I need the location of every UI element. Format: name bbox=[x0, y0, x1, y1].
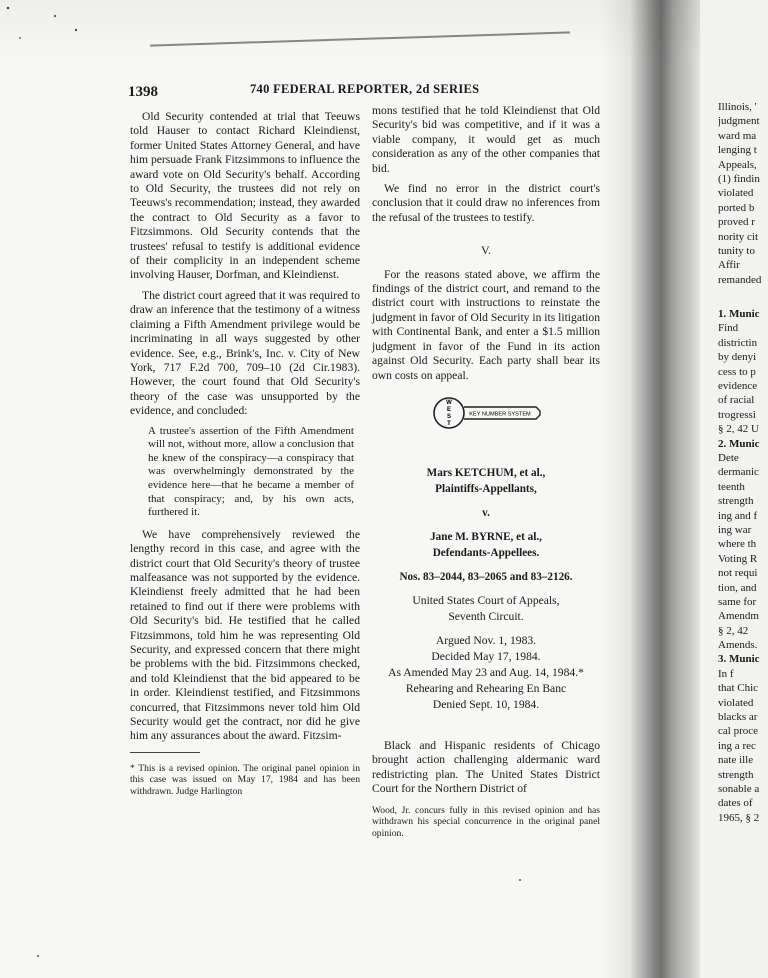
body-paragraph: We have comprehensively reviewed the lengthy record in this case, and agree with the district court that Old Security's theory of trustee malfeasance was not supported by the evidence. Kleindienst freely admitted that he had been retained to find out if there were problems with Old Security's bid. He testified that he called Fitzsimmons, told him he was representing Old Security, and expressed concern that there might be problems with the bid. Fitzsimmons checked, and told Kleindienst that the bid appeared to be in order. Kleindienst testified, and Fitzsimmons concurred, that Fitzsimmons never told him Old Security would get the contract, nor did he give him any assurances about the award. Fitzsim- bbox=[130, 527, 360, 743]
fragment-line: nority cit bbox=[718, 230, 759, 243]
fragment-line: Illinois, ' bbox=[718, 101, 757, 113]
headnote-fragment: 2. Munic bbox=[718, 437, 760, 450]
fragment-line: In f bbox=[718, 667, 734, 680]
fragment-line: § 2, 42 U bbox=[718, 423, 759, 436]
facing-page-text bbox=[718, 100, 768, 825]
conclusion-paragraph: For the reasons stated above, we affirm the findings of the district court, and remand to the district court with instructions to reinstate the judgment in favor of Old Security in its litigation with Continental Bank, and enter a $1.5 million judgment in favor of the Fund in its action against Old Security. Each party shall bear its own costs on appeal. bbox=[372, 267, 600, 382]
fragment-line: same for bbox=[718, 595, 757, 608]
key-letter: T bbox=[447, 420, 451, 427]
footnote: * This is a revised opinion. The original panel opinion in this case was issued on May 17, 1984 and has been withdrawn. Judge Harlington bbox=[130, 762, 360, 797]
footnote-continuation: Wood, Jr. concurs fully in this revised opinion and has withdrawn his special concurrence in the original panel opinion. bbox=[372, 804, 600, 839]
fragment-line: tion, and bbox=[718, 581, 757, 594]
fragment-line: not requi bbox=[718, 567, 758, 580]
fragment-line: nate ille bbox=[718, 754, 754, 767]
body-paragraph: mons testified that he told Kleindienst that Old Security's bid was competitive, and if it was a viable company, it would get as much consideration as any of the other companies that bid. bbox=[372, 104, 600, 175]
versus: v. bbox=[482, 506, 490, 519]
defendants-name: Jane M. BYRNE, et al., bbox=[430, 530, 542, 543]
court-circuit: Seventh Circuit. bbox=[448, 609, 524, 623]
fragment-line: dates of bbox=[718, 797, 753, 810]
fragment-line: Find bbox=[718, 322, 739, 335]
docket-numbers: Nos. 83–2044, 83–2065 and 83–2126. bbox=[399, 570, 573, 583]
fragment-line: evidence bbox=[718, 380, 758, 393]
plaintiffs-name: Mars KETCHUM, et al., bbox=[426, 466, 546, 479]
fragment-line: Dete bbox=[718, 451, 739, 464]
fragment-line: strength bbox=[718, 768, 754, 781]
headnote-fragment: 1. Munic bbox=[718, 308, 760, 321]
fragment-line: lenging t bbox=[718, 144, 757, 157]
fragment-line: cal proce bbox=[718, 725, 758, 738]
fragment-line: Affir bbox=[718, 259, 740, 272]
key-letter: W bbox=[446, 399, 452, 406]
page-number: 1398 bbox=[128, 84, 158, 100]
fragment-line: trogressi bbox=[718, 408, 756, 421]
headnote-fragment: 3. Munic bbox=[718, 653, 760, 666]
fragment-line: where th bbox=[718, 538, 757, 551]
fragment-line: districtin bbox=[718, 336, 758, 349]
fragment-line: blacks ar bbox=[718, 711, 758, 724]
fragment-line: Amends. bbox=[718, 639, 758, 652]
rehearing-date: Denied Sept. 10, 1984. bbox=[432, 697, 540, 711]
body-paragraph: Old Security contended at trial that Teeuws told Hauser to contact Richard Kleindienst, former United States Attorney General, and have him persuade Frank Fitzsimmons to influence the award vote on Old Security's behalf. According to Old Security, the trustees did not rely on Teeuws's recommendation; instead, they awarded the contract to Old Security as a favor to Fitzsimmons. Old Security contends that the trustees' refusal to testify is additional evidence of their complicity in an independent scheme involving Hauser, Dorfman, and Kleindienst. bbox=[130, 110, 360, 282]
plaintiffs-role: Plaintiffs-Appellants, bbox=[435, 482, 537, 495]
fragment-line: that Chic bbox=[718, 682, 759, 695]
rehearing-line: Rehearing and Rehearing En Banc bbox=[405, 681, 567, 695]
body-paragraph: The district court agreed that it was required to draw an inference that the testimony of a witness claiming a Fifth Amendment privilege would be incriminating in all ways suggested by other evidence. See, e.g., Brink's, Inc. v. City of New York, 717 F.2d 700, 709–10 (2d Cir.1983). However, the court found that Old Security's theory of the case was unsupported by the evidence, and concluded: bbox=[130, 288, 360, 418]
decided-date: Decided May 17, 1984. bbox=[431, 649, 541, 663]
body-paragraph: We find no error in the district court's conclusion that it could draw no inferences from the refusal of the trustees to testify. bbox=[372, 182, 600, 224]
fragment-line: Appeals, bbox=[718, 158, 757, 171]
synopsis: Black and Hispanic residents of Chicago brought action challenging aldermanic ward redistricting plan. The United States District Court for the Northern District of bbox=[372, 738, 600, 796]
fragment-line: § 2, 42 bbox=[718, 624, 749, 637]
fragment-line: 1965, § 2 bbox=[718, 811, 760, 824]
fragment-line: ing a rec bbox=[718, 739, 756, 752]
case-caption bbox=[372, 465, 600, 713]
fragment-line: tunity to bbox=[718, 244, 755, 257]
fragment-line: ing war bbox=[718, 523, 752, 536]
fragment-line: violated bbox=[718, 696, 754, 709]
court-name: United States Court of Appeals, bbox=[412, 593, 560, 607]
fragment-line: Voting R bbox=[718, 552, 758, 565]
fragment-line: Amendm bbox=[718, 610, 759, 623]
fragment-line: violated bbox=[718, 187, 754, 200]
running-head: 740 FEDERAL REPORTER, 2d SERIES bbox=[250, 82, 480, 96]
west-key-number-icon bbox=[432, 395, 542, 431]
fragment-line: remanded bbox=[718, 273, 762, 286]
footnote-rule bbox=[130, 752, 200, 753]
section-heading: V. bbox=[480, 243, 492, 258]
fragment-line: teenth bbox=[718, 480, 745, 493]
key-number-text: KEY NUMBER SYSTEM bbox=[469, 411, 531, 418]
fragment-line: sonable a bbox=[718, 782, 760, 795]
fragment-line: ing and f bbox=[718, 509, 758, 522]
argued-date: Argued Nov. 1, 1983. bbox=[435, 633, 537, 647]
fragment-line: (1) findin bbox=[718, 172, 760, 185]
defendants-role: Defendants-Appellees. bbox=[432, 546, 540, 559]
fragment-line: proved r bbox=[718, 216, 755, 229]
fragment-line: dermanic bbox=[718, 466, 759, 479]
fragment-line: strength bbox=[718, 495, 754, 508]
fragment-line: by denyi bbox=[718, 351, 757, 364]
block-quote: A trustee's assertion of the Fifth Amendment will not, without more, allow a conclusion that he knew of the conspiracy—a conspiracy that was overwhelmingly demonstrated by the evidence here—that he became a member of that conspiracy; and, by his own acts, furthered it. bbox=[148, 424, 354, 519]
fragment-line: cess to p bbox=[718, 365, 756, 378]
middle-column bbox=[372, 104, 600, 839]
left-column bbox=[130, 110, 360, 798]
key-letter: S bbox=[446, 413, 452, 420]
amended-date: As Amended May 23 and Aug. 14, 1984.* bbox=[388, 665, 584, 679]
fragment-line: judgment bbox=[718, 115, 760, 128]
key-letter: E bbox=[446, 406, 452, 413]
fragment-line: ported b bbox=[718, 201, 755, 214]
fragment-line: of racial bbox=[718, 394, 755, 407]
fragment-line: ward ma bbox=[718, 129, 757, 142]
